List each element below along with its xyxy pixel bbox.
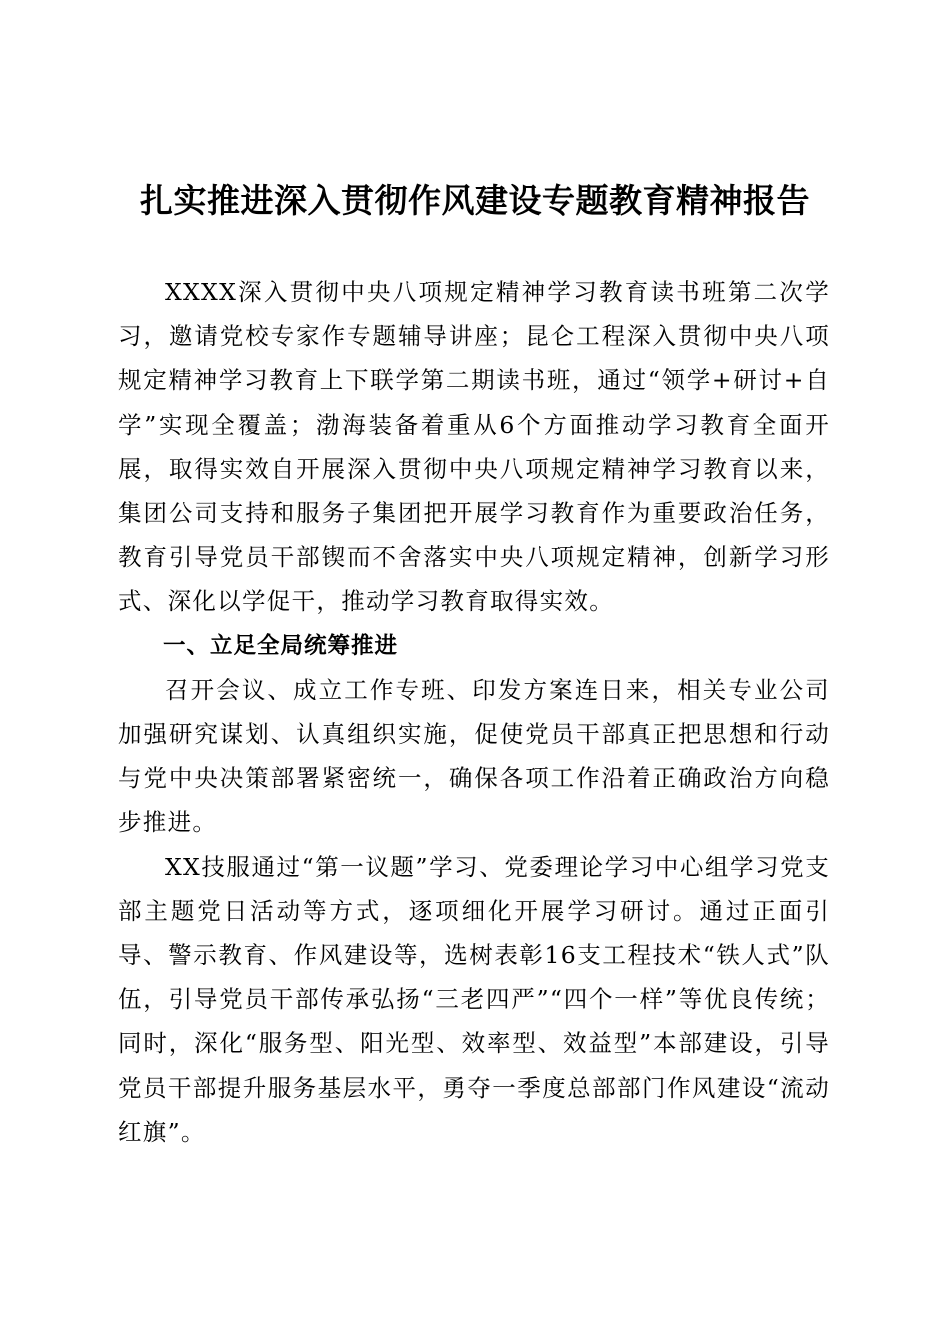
document-title: 扎实推进深入贯彻作风建设专题教育精神报告 xyxy=(140,181,810,220)
intro-paragraph: XXXX深入贯彻中央八项规定精神学习教育读书班第二次学习，邀请党校专家作专题辅导讲座；昆仑工程深入贯彻中央八项规定精神学习教育上下联学第二期读书班，通过“领学+研讨+自学”实现全覆盖；渤海装备着重从6个方面推动学习教育全面开展，取得实效自开展深入贯彻中央八项规定精神学习教育以来，集团公司支持和服务子集团把开展学习教育作为重要政治任务，教育引导党员干部锲而不舍落实中央八项规定精神，创新学习形式、深化以学促干，推动学习教育取得实效。 xyxy=(118,278,830,616)
body-paragraph: 召开会议、成立工作专班、印发方案连日来，相关专业公司加强研究谋划、认真组织实施，促使党员干部真正把思想和行动与党中央决策部署紧密统一，确保各项工作沿着正确政治方向稳步推进。 xyxy=(118,675,830,837)
document-body xyxy=(118,270,830,1154)
section-heading: 一、立足全局统筹推进 xyxy=(163,632,399,659)
body-paragraph: XX技服通过“第一议题”学习、党委理论学习中心组学习党支部主题党日活动等方式，逐项细化开展学习研讨。通过正面引导、警示教育、作风建设等，选树表彰16支工程技术“铁人式”队伍，引导党员干部传承弘扬“三老四严”“四个一样”等优良传统；同时，深化“服务型、阳光型、效率型、效益型”本部建设，引导党员干部提升服务基层水平，勇夺一季度总部部门作风建设“流动红旗”。 xyxy=(118,852,830,1146)
